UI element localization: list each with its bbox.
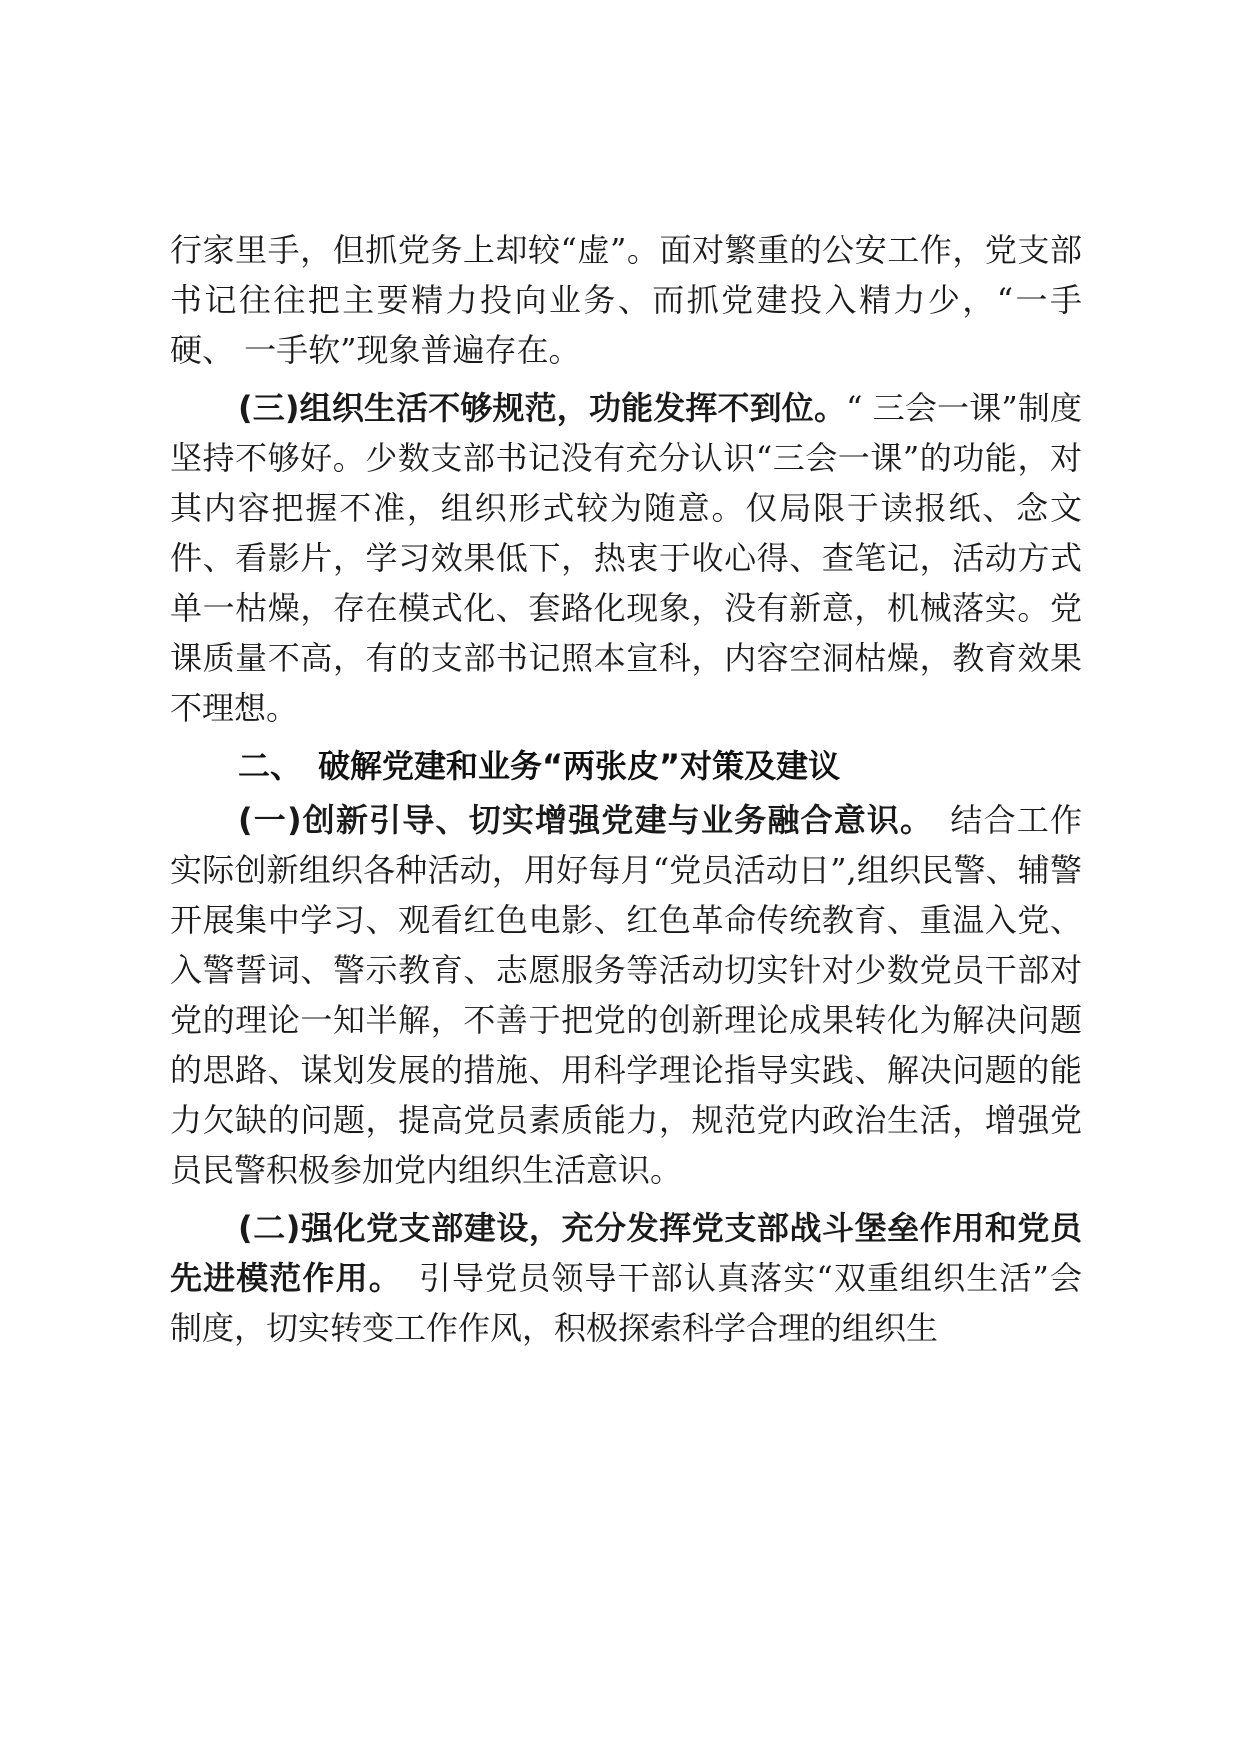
section-3-title: (三)组织生活不够规范，功能发挥不到位。 (238, 389, 847, 427)
paragraph-section-3 (170, 383, 1082, 733)
document-body (170, 225, 1082, 1353)
measure-2-title: (二)强化党支部建设，充分发挥党支部战斗堡垒作用和党员先进模范作用。 (170, 1209, 1082, 1297)
section-3-text: “ 三会一课”制度坚持不够好。少数支部书记没有充分认识“三会一课”的功能，对其内容把握不准，组织形式较为随意。仅局限于读报纸、念文件、看影片，学习效果低下，热衷于收心得、查笔记，活动方式单一枯燥，存在模式化、套路化现象，没有新意，机械落实。党课质量不高，有的支部书记照本宣科，内容空洞枯燥，教育效果不理想。 (170, 389, 1082, 727)
paragraph-measure-2 (170, 1203, 1082, 1353)
chapter-heading-2: 二、 破解党建和业务“两张皮”对策及建议 (238, 747, 841, 785)
measure-1-title: (一)创新引导、切实增强党建与业务融合意识。 (238, 801, 918, 839)
measure-1-text: 结合工作实际创新组织各种活动，用好每月“党员活动日”,组织民警、辅警开展集中学习、观看红色电影、红色革命传统教育、重温入党、入警誓词、警示教育、志愿服务等活动切实针对少数党员干部对党的理论一知半解，不善于把党的创新理论成果转化为解决问题的思路、谋划发展的措施、用科学理论指导实践、解决问题的能力欠缺的问题，提高党员素质能力，规范党内政治生活，增强党员民警积极参加党内组织生活意识。 (170, 801, 1082, 1189)
measure-2-text: 引导党员领导干部认真落实“双重组织生活”会制度，切实转变工作作风，积极探索科学合理的组织生 (170, 1259, 1082, 1347)
paragraph-continuation: 行家里手，但抓党务上却较“虚”。面对繁重的公安工作，党支部书记往往把主要精力投向业务、而抓党建投入精力少，“一手硬、 一手软”现象普遍存在。 (170, 231, 1082, 369)
paragraph-measure-1 (170, 795, 1082, 1195)
